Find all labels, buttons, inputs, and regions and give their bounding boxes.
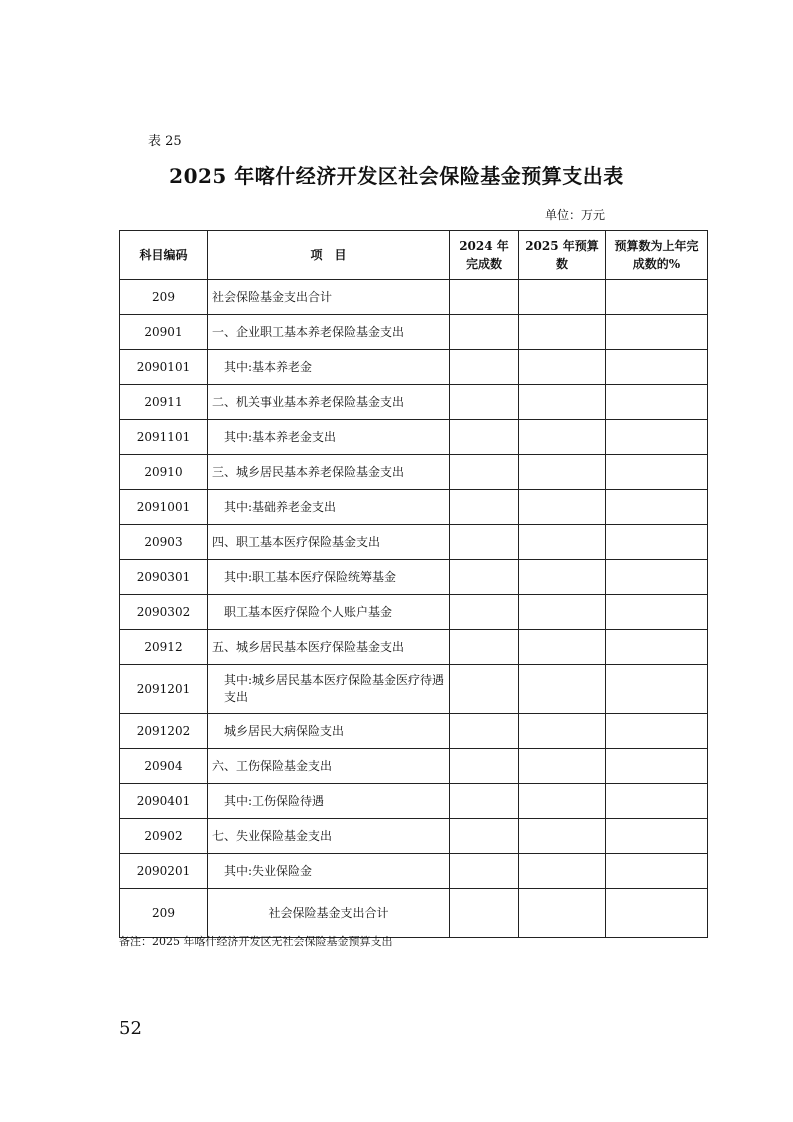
table-row <box>120 595 708 630</box>
row-prev-cell <box>450 749 519 784</box>
table-row <box>120 854 708 889</box>
row-name: 其中:职工基本医疗保险统筹基金 <box>208 560 450 595</box>
row-ratio-cell <box>606 595 708 630</box>
row-prev-cell <box>450 350 519 385</box>
row-budget-cell <box>519 819 606 854</box>
row-ratio-cell <box>606 784 708 819</box>
row-budget-cell <box>519 889 606 938</box>
table-row <box>120 665 708 714</box>
row-ratio-cell <box>606 420 708 455</box>
row-budget-cell <box>519 630 606 665</box>
row-code: 2090201 <box>120 854 208 889</box>
table-row <box>120 455 708 490</box>
row-code: 2090101 <box>120 350 208 385</box>
row-prev-cell <box>450 714 519 749</box>
row-code: 2091201 <box>120 665 208 714</box>
table-row <box>120 490 708 525</box>
row-name: 四、职工基本医疗保险基金支出 <box>208 525 450 560</box>
row-prev-cell <box>450 315 519 350</box>
row-code: 20912 <box>120 630 208 665</box>
row-ratio-cell <box>606 525 708 560</box>
row-prev-cell <box>450 819 519 854</box>
row-budget-cell <box>519 385 606 420</box>
row-code: 2091101 <box>120 420 208 455</box>
row-budget-cell <box>519 280 606 315</box>
table-total-row <box>120 889 708 938</box>
row-prev-cell <box>450 280 519 315</box>
row-ratio-cell <box>606 350 708 385</box>
table-row <box>120 315 708 350</box>
row-budget-cell <box>519 595 606 630</box>
row-prev-cell <box>450 630 519 665</box>
table-number: 表 25 <box>148 134 182 149</box>
row-ratio-cell <box>606 490 708 525</box>
row-budget-cell <box>519 420 606 455</box>
row-ratio-cell <box>606 315 708 350</box>
row-name: 其中:城乡居民基本医疗保险基金医疗待遇支出 <box>208 665 450 714</box>
row-budget-cell <box>519 665 606 714</box>
row-name: 七、失业保险基金支出 <box>208 819 450 854</box>
table-row <box>120 560 708 595</box>
row-name: 其中:工伤保险待遇 <box>208 784 450 819</box>
row-budget-cell <box>519 315 606 350</box>
row-ratio-cell <box>606 889 708 938</box>
col-header-code: 科目编码 <box>120 231 208 280</box>
row-ratio-cell <box>606 385 708 420</box>
table-row <box>120 280 708 315</box>
table-row <box>120 630 708 665</box>
page-number: 52 <box>119 1018 142 1039</box>
table-row <box>120 819 708 854</box>
row-budget-cell <box>519 714 606 749</box>
table-row <box>120 420 708 455</box>
row-name: 社会保险基金支出合计 <box>208 889 450 938</box>
col-header-ratio: 预算数为上年完成数的% <box>606 231 708 280</box>
row-ratio-cell <box>606 560 708 595</box>
row-budget-cell <box>519 350 606 385</box>
table-row <box>120 714 708 749</box>
row-code: 20911 <box>120 385 208 420</box>
row-ratio-cell <box>606 854 708 889</box>
page-title: 2025 年喀什经济开发区社会保险基金预算支出表 <box>169 164 624 188</box>
col-header-name: 项 目 <box>208 231 450 280</box>
row-ratio-cell <box>606 665 708 714</box>
table-row <box>120 350 708 385</box>
row-name: 其中:基本养老金 <box>208 350 450 385</box>
row-prev-cell <box>450 784 519 819</box>
row-prev-cell <box>450 889 519 938</box>
row-name: 职工基本医疗保险个人账户基金 <box>208 595 450 630</box>
row-budget-cell <box>519 490 606 525</box>
row-name: 其中:失业保险金 <box>208 854 450 889</box>
row-prev-cell <box>450 854 519 889</box>
row-name: 社会保险基金支出合计 <box>208 280 450 315</box>
row-name: 其中:基本养老金支出 <box>208 420 450 455</box>
row-name: 一、企业职工基本养老保险基金支出 <box>208 315 450 350</box>
row-name: 六、工伤保险基金支出 <box>208 749 450 784</box>
row-code: 20902 <box>120 819 208 854</box>
row-code: 2091001 <box>120 490 208 525</box>
row-ratio-cell <box>606 714 708 749</box>
col-header-budget: 2025 年预算数 <box>519 231 606 280</box>
row-prev-cell <box>450 525 519 560</box>
row-prev-cell <box>450 490 519 525</box>
table-row <box>120 385 708 420</box>
table-header-row <box>120 231 708 280</box>
row-code: 20903 <box>120 525 208 560</box>
row-prev-cell <box>450 385 519 420</box>
row-ratio-cell <box>606 819 708 854</box>
row-code: 209 <box>120 280 208 315</box>
footnote: 备注：2025 年喀什经济开发区无社会保险基金预算支出 <box>119 935 393 948</box>
row-prev-cell <box>450 420 519 455</box>
row-code: 2090401 <box>120 784 208 819</box>
table-row <box>120 749 708 784</box>
row-ratio-cell <box>606 455 708 490</box>
row-name: 三、城乡居民基本养老保险基金支出 <box>208 455 450 490</box>
row-budget-cell <box>519 784 606 819</box>
row-code: 209 <box>120 889 208 938</box>
row-prev-cell <box>450 595 519 630</box>
row-name: 二、机关事业基本养老保险基金支出 <box>208 385 450 420</box>
row-prev-cell <box>450 560 519 595</box>
row-ratio-cell <box>606 280 708 315</box>
row-prev-cell <box>450 455 519 490</box>
row-code: 20901 <box>120 315 208 350</box>
row-code: 20910 <box>120 455 208 490</box>
row-code: 2091202 <box>120 714 208 749</box>
row-ratio-cell <box>606 749 708 784</box>
row-name: 五、城乡居民基本医疗保险基金支出 <box>208 630 450 665</box>
row-ratio-cell <box>606 630 708 665</box>
col-header-prev: 2024 年完成数 <box>450 231 519 280</box>
row-budget-cell <box>519 455 606 490</box>
row-name: 其中:基础养老金支出 <box>208 490 450 525</box>
row-budget-cell <box>519 854 606 889</box>
row-budget-cell <box>519 525 606 560</box>
row-code: 20904 <box>120 749 208 784</box>
table-row <box>120 525 708 560</box>
row-code: 2090302 <box>120 595 208 630</box>
row-prev-cell <box>450 665 519 714</box>
row-code: 2090301 <box>120 560 208 595</box>
table-row <box>120 784 708 819</box>
budget-table <box>119 230 708 938</box>
row-budget-cell <box>519 560 606 595</box>
unit-label: 单位：万元 <box>545 208 606 222</box>
row-budget-cell <box>519 749 606 784</box>
row-name: 城乡居民大病保险支出 <box>208 714 450 749</box>
